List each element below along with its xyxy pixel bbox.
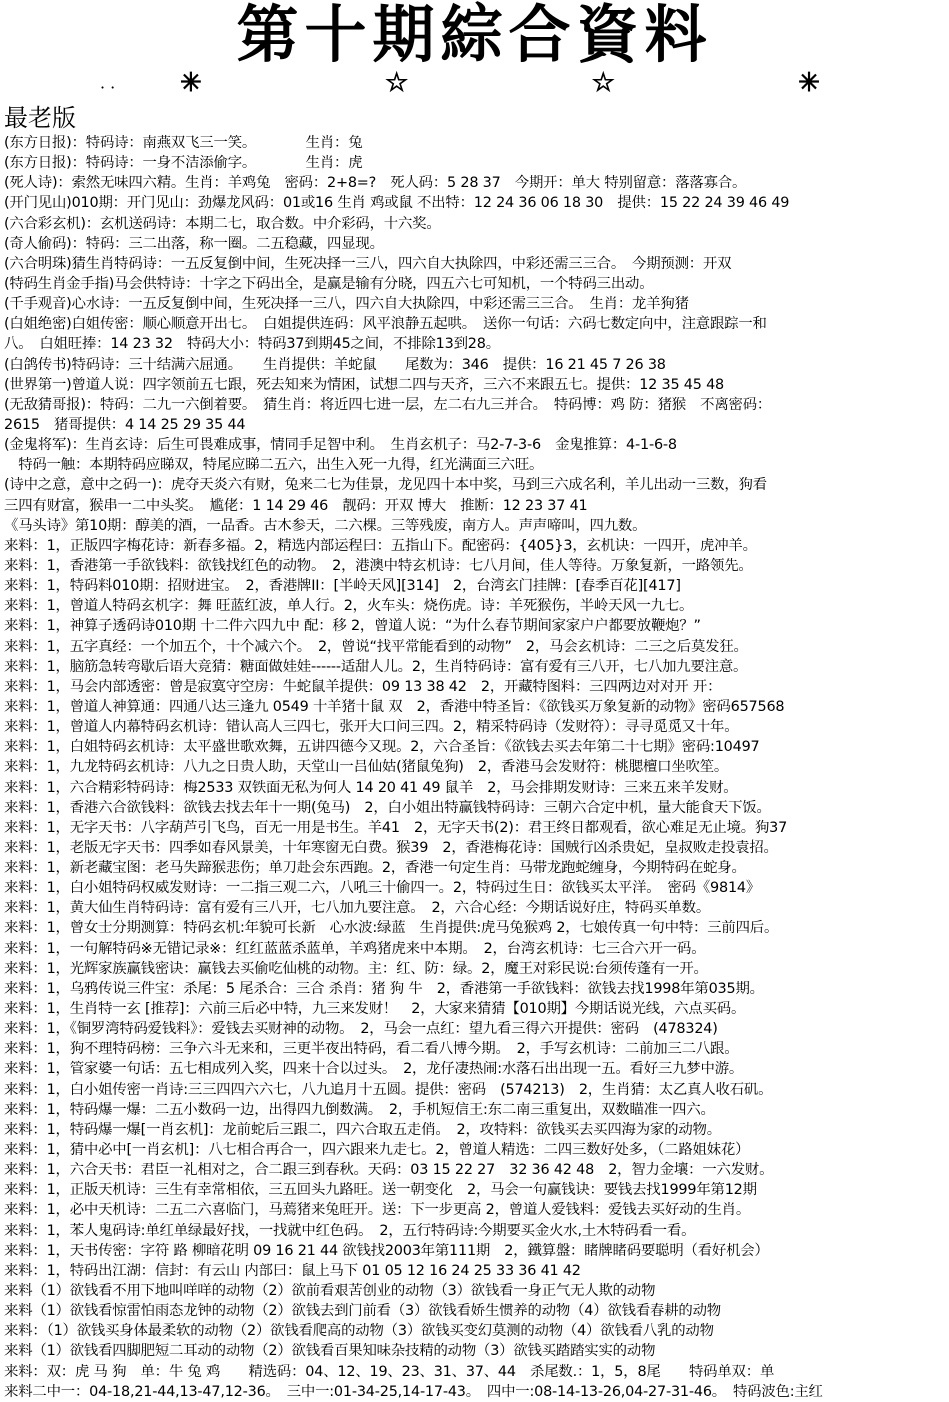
text-line: 来料：1，狗不理特码榜：三争六斗无来和，三更半夜出特码，看二看八博今期。 2，手写玄机诗：二前加三二八跟。: [4, 1041, 739, 1058]
text-line: (无敌猜哥报)：特码：二九一六倒着要。 猜生肖：将近四七进一层，左二右九三并合。 特码博：鸡 防：猪猴 不离密码：: [4, 396, 772, 413]
text-line: 来料：1，正版四字梅花诗：新春多福。2，精选内部运程曰：五指山下。配密码：{405}3，玄机诀：一四开，虎冲羊。: [4, 537, 757, 554]
text-line: 来料：1，特码爆一爆[一肖玄机]：龙前蛇后三跟二，四六合取五走俏。 2，攻特料：欲钱买去买四海为家的动物。: [4, 1121, 721, 1138]
text-line: 来料：1，新老藏宝图：老马失蹄猴悲伤；单刀赴会东西跑。2，香港一句定生肖：马带龙跑蛇缠身，今期特码在蛇身。: [4, 860, 746, 877]
text-line: 来料：1，无字天书：八字葫芦引飞鸟，百无一用是书生。羊41 2，无字天书(2)：君王终日都观看，欲心难足无止境。狗37: [4, 819, 788, 836]
text-line: 来料：1，特码料010期：招财进宝。 2，香港牌II：[半岭天风][314] 2，台湾玄门挂牌：[春季百花][417]: [4, 578, 681, 595]
document-title: 第十期綜合資料: [236, 0, 713, 71]
star-ornament-icon: ☆: [385, 68, 409, 98]
text-line: 来料：1，曾女士分期测算：特码玄机:年貌可长新 心水波:绿蓝 生肖提供:虎马兔猴鸡 2，七娘传真一句中特：三前四后。: [4, 920, 779, 937]
text-line: 来料：1，九龙特码玄机诗：八九之日贵人助，天堂山一吕仙姑(猪鼠兔狗) 2，香港马会发财符：桃腮檀口坐吹笙。: [4, 759, 729, 776]
text-line: 来料：1，《铜罗湾特码爱钱料》：爱钱去买财神的动物。 2，马会一点红：望九看三得六开提供：密码 (478324): [4, 1021, 718, 1038]
text-line: (六合明珠)猜生肖特码诗：一五反复倒中间，生死决择一三八，四六自大执除四，中彩还需三三合。 今期预测：开双: [4, 255, 732, 272]
text-line: 特码一触：本期特码应睇双，特尾应睇二五六，出生入死一九得，红光满面三六旺。: [4, 457, 544, 474]
text-line: 2615 猪哥提供：4 14 25 29 35 44: [4, 416, 246, 433]
text-line: 来料：1，老版无字天书：四季如春风景美，十年寒窗无白费。猴39 2，香港梅花诗：国贼行凶杀贵妃，皇叔败走投袁招。: [4, 839, 778, 856]
text-line: 来料：1，乌鸦传说三件宝：杀尾：5 尾杀合：三合 杀肖：猪 狗 牛 2，香港第一手欲钱料：欲钱去找1998年第035期。: [4, 980, 764, 997]
text-line: (金鬼将军)：生肖玄诗：后生可畏难成事，情同手足智中利。 生肖玄机子：马2-7-3-6 金鬼推算：4-1-6-8: [4, 437, 677, 454]
text-line: 来料：1，白小姐特码权威发财诗：一二指三观二六，八吼三十偷四一。2，特码过生日：欲钱买太平洋。 密码《9814》: [4, 880, 761, 897]
decorative-dots: · ·: [100, 78, 116, 97]
text-line: 来料：1，正版天机诗：三生有幸常相依，三五回头九路旺。送一朝变化 2，马会一句赢钱诀：要钱去找1999年第12期: [4, 1182, 757, 1199]
star-ornament-icon: ☆: [591, 68, 615, 98]
text-line: 来料：1，香港第一手欲钱料：欲钱找红色的动物。 2，港澳中特玄机诗：七八月间，佳人等待。万象复新，一路领先。: [4, 557, 753, 574]
text-line: 来料：1，特码爆一爆：二五小数码一边，出得四九倒数满。 2，手机短信王:东二南三重复出，双数瞄准一四六。: [4, 1101, 715, 1118]
text-line: (奇人偷码)：特码：三二出落，称一圈。二五稳藏，四显现。: [4, 235, 384, 252]
text-line: 来料：1，白姐特码玄机诗：太平盛世歌欢舞，五讲四德今又现。2，六合圣旨：《欲钱去买去年第二十七期》密码:10497: [4, 739, 760, 756]
text-line: 《马头诗》第10期：醇美的酒，一品香。古木参天，二六棵。三等残废，南方人。声声啼叫，四九数。: [4, 517, 647, 534]
title-ornaments: [180, 66, 820, 100]
text-line: 来料：双：虎 马 狗 单：牛 兔 鸡 精选码：04、12、19、23、31、37、44 杀尾数.：1，5，8尾 特码单双：单: [4, 1363, 775, 1380]
text-line: 来料：1，光辉家族赢钱密诀：赢钱去买偷吃仙桃的动物。主：红、防：绿。2，魔王对彩民说:台须传蓬有一开。: [4, 960, 708, 977]
text-line: (白鸽传书)特码诗：三十结满六屈通。 生肖提供：羊蛇鼠 尾数为：346 提供：16 21 45 7 26 38: [4, 356, 666, 373]
text-line: 来料：1，苯人鬼码诗:单红单绿最好找，一找就中红色码。 2，五行特码诗:今期要买金火水,土木特码看一看。: [4, 1222, 696, 1239]
text-line: (东方日报)：特码诗：南燕双飞三一笑。 生肖：兔: [4, 135, 363, 151]
text-line: (死人诗)：索然无味四六精。生肖：羊鸡兔 密码：2+8=? 死人码：5 28 37 今期开：单大 特别留意：落落寡合。: [4, 175, 747, 192]
text-line: 来料二中一：04-18,21-44,13-47,12-36。 三中一:01-34-25,14-17-43。 四中一:08-14-13-26,04-27-31-46。 特码波色:主红: [4, 1383, 823, 1400]
text-line: 来料：1，管家婆一句话：五七相成列入奖，四来十合以过头。 2，龙仔凄热闹:水落石出出现一五。看好三九梦中游。: [4, 1061, 744, 1078]
text-line: 来料：1，神算子透码诗010期 十二件六四九中 配：移 2，曾道人说：“为什么春节期间家家户户都要放鞭炮？”: [4, 618, 701, 635]
text-line: 三四有财富，猴串一二中头奖。 尴佬：1 14 29 46 靓码：开双 博大 推断：12 23 37 41: [4, 497, 588, 514]
asterisk-ornament-icon: ✳: [180, 68, 202, 98]
text-line: 八。 白姐旺捧：14 23 32 特码大小：特码37到期45之间，不排除13到28。: [4, 336, 500, 353]
text-line: 来料：1，猜中必中[一肖玄机]：八七相合再合一，四六跟来九走七。2，曾道人精选：二四三数好处多，（二路姐妹花）: [4, 1142, 750, 1159]
text-line: 来料（1）欲钱看不用下地叫咩咩的动物（2）欲前看艰苦创业的动物（3）欲钱看一身正气无人欺的动物: [4, 1283, 656, 1300]
text-line: (特码生肖金手指)马会供特诗：十字之下码出全，是赢是输有分晓，四五六七可知机，一个特码三出动。: [4, 275, 654, 292]
text-line: 来料：1，天书传密：字符 路 柳暗花明 09 16 21 44 欲钱找2003年第111期 2，鐵算盤：睹牌睹码要聪明（看好机会）: [4, 1242, 769, 1259]
text-line: (开门见山)010期：开门见山：劲爆龙风码：01或16 生肖 鸡或鼠 不出特：12 24 36 06 18 30 提供：15 22 24 39 46 49: [4, 195, 790, 212]
asterisk-ornament-icon: ✳: [798, 68, 820, 98]
content-lines: [4, 133, 945, 1402]
text-line: 来料：1，六合天书：君臣一礼相对之，合二跟三到春秋。天码：03 15 22 27 32 36 42 48 2，智力金壤：一六发财。: [4, 1162, 774, 1179]
text-line: 来料：（1）欲钱买身体最柔软的动物（2）欲钱看爬高的动物（3）欲钱买变幻莫测的动物（4）欲钱看八乳的动物: [4, 1323, 714, 1340]
text-line: 来料：1，必中天机诗：二五二六喜临门，马蔫猪来兔旺开。送：下一步更高 2，曾道人爱钱料：爱钱去买好动的生肖。: [4, 1202, 751, 1219]
text-line: (白姐绝密)白姐传密：顺心顺意开出七。 白姐提供连码：风平浪静五起哄。 送你一句话：六码七数定向中，注意跟踪一和: [4, 316, 767, 333]
text-line: 来料：1，黄大仙生肖特码诗：富有爱有三八开，七八加九要注意。 2，六合心经：今期话说好庄，特码买单数。: [4, 900, 711, 917]
text-line: (千手观音)心水诗：一五反复倒中间，生死决择一三八，四六自大执除四，中彩还需三三合。 生肖：龙羊狗猪: [4, 296, 689, 313]
text-line: 来料：1，六合精彩特码诗：梅2533 双铁面无私为何人 14 20 41 49 鼠羊 2，马会排期发财诗：三来五来羊发财。: [4, 779, 738, 796]
text-line: 来料（1）欲钱看四脚肥短二耳动的动物（2）欲钱看百果知味杂技精的动物（3）欲钱买踏踏实实的动物: [4, 1343, 656, 1360]
text-line: 来料：1，白小姐传密一肖诗:三三四四六六七，八九追月十五圆。提供：密码 (574213) 2，生肖猜：太乙真人收石矶。: [4, 1081, 773, 1098]
text-line: 来料：1，曾道人特码玄机字：舞 旺蓝红波，单人行。2，火车头：烧伤虎。诗：羊死猴伤，半岭天风一九七。: [4, 598, 694, 615]
text-line: 来料：1，特码出江湖：信封：有云山 内部曰：鼠上马下 01 05 12 16 24 25 33 36 41 42: [4, 1262, 581, 1279]
text-line: 来料：1，脑筋急转弯歇后语大竞猜：糖面做娃娃------适甜人儿。2，生肖特码诗：富有爱有三八开，七八加九要注意。: [4, 658, 748, 675]
text-line: 来料（1）欲钱看惊雷怕雨态龙钟的动物（2）欲钱去到门前看（3）欲钱看娇生惯养的动物（4）欲钱看春耕的动物: [4, 1303, 721, 1320]
text-line: 来料：1，五字真经：一个加五个，十个减六个。 2，曾说“找平常能看到的动物” 2，马会玄机诗：二三之后莫发狂。: [4, 638, 748, 655]
edition-label: 最老版: [4, 104, 76, 132]
text-line: (诗中之意，意中之码一)：虎夺天炎六有财，兔来二七为佳景，龙见四十本中奖，马到三六成名利，羊儿出动一三数，狗看: [4, 477, 767, 494]
text-line: 来料：1，香港六合欲钱料：欲钱去找去年十一期(兔马) 2，白小姐出特赢钱特码诗：三朝六合定中机，量大能食天下饭。: [4, 799, 771, 816]
text-line: 来料：1，生肖特一玄 [推荐]：六前三后必中特，九三来发财！ 2，大家来猜猜【010期】今期话说光线，六点买码。: [4, 1001, 746, 1018]
text-line: 来料：1，一句解特码※无错记录※：红红蓝蓝杀蓝单，羊鸡猪虎来中本期。 2，台湾玄机诗：七三合六开一码。: [4, 940, 706, 957]
text-line: 来料：1，曾道人神算通：四通八达三逢九 0549 十羊猪十鼠 双 2，香港中特圣旨：《欲钱买万象复新的动物》密码657568: [4, 698, 785, 715]
text-line: 来料：1，曾道人内幕特码玄机诗：错认高人三四七，张开大口问三四。2，精采特码诗（发财符）：寻寻觅觅又十年。: [4, 719, 739, 736]
text-line: (东方日报)：特码诗：一身不洁添偷字。 生肖：虎: [4, 155, 363, 172]
text-line: 来料：1，马会内部透密：曾是寂寞守空房：牛蛇鼠羊提供：09 13 38 42 2，开藏特图料：三四两边对对开 开：: [4, 678, 722, 695]
text-line: (六合彩玄机)：玄机送码诗：本期二七，取合数。中介彩码，十六奖。: [4, 215, 441, 232]
text-line: (世界第一)曾道人说：四字领前五七跟，死去知来为情困，试想二四与天齐，三六不来跟五七。提供：12 35 45 48: [4, 376, 724, 393]
